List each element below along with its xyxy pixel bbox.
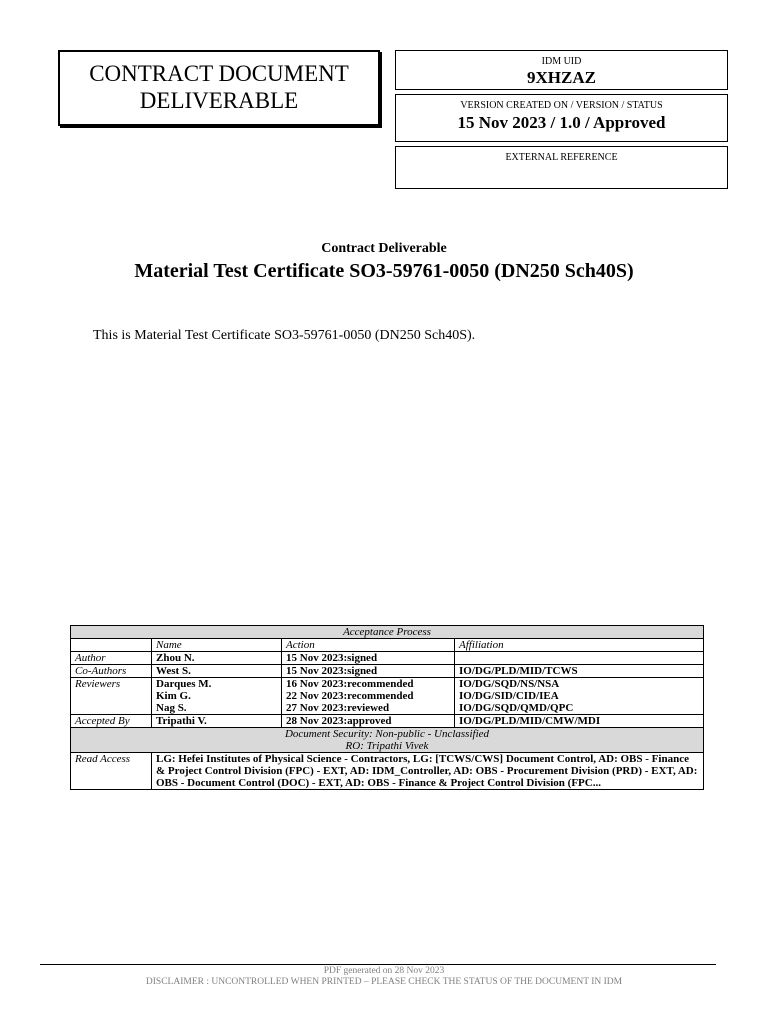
- author-action: 15 Nov 2023:signed: [282, 652, 455, 665]
- reviewer-name: Kim G.: [156, 690, 191, 702]
- version-value: 15 Nov 2023 / 1.0 / Approved: [457, 113, 666, 132]
- empty-cell: [71, 639, 152, 652]
- reviewer-actions: [282, 678, 455, 715]
- role-reviewers: Reviewers: [71, 678, 152, 715]
- table-row-security: [71, 728, 704, 753]
- reviewer-name: Darques M.: [156, 678, 212, 690]
- reviewer-action: 16 Nov 2023:recommended: [286, 678, 414, 690]
- role-coauthors: Co-Authors: [71, 665, 152, 678]
- footer: [0, 966, 768, 988]
- table-column-row: [71, 639, 704, 652]
- acceptance-heading: Acceptance Process: [71, 626, 704, 639]
- pdf-generated-date: PDF generated on 28 Nov 2023: [323, 966, 445, 976]
- table-header-row: [71, 626, 704, 639]
- document-security: Document Security: Non-public - Unclassified: [284, 728, 490, 740]
- column-action: Action: [282, 639, 455, 652]
- read-access-value: LG: Hefei Institutes of Physical Science - Contractors, LG: [TCWS/CWS] Document Control, AD: OBS - Finance & Project Control Division (FPC) - EXT, AD: IDM_Controller, AD: OBS - Procurement Division (PRD) - EXT, AD: OBS - Document Control (DOC) - EXT, AD: OBS - Finance & Project Control Division (FPC...: [152, 753, 704, 790]
- reviewer-affiliations: [455, 678, 704, 715]
- table-row-reviewers: [71, 678, 704, 715]
- version-label: VERSION CREATED ON / VERSION / STATUS: [460, 100, 663, 111]
- responsible-officer: RO: Tripathi Vivek: [345, 740, 429, 752]
- accepted-by-action: 28 Nov 2023:approved: [282, 715, 455, 728]
- idm-uid-label: IDM UID: [541, 56, 582, 67]
- reviewer-affiliation: IO/DG/SQD/NS/NSA: [459, 678, 560, 690]
- idm-uid-value: 9XHZAZ: [527, 68, 596, 87]
- document-description: This is Material Test Certificate SO3-59761-0050 (DN250 Sch40S).: [93, 328, 476, 343]
- document-type-box: [58, 50, 380, 126]
- role-accepted-by: Accepted By: [71, 715, 152, 728]
- column-affiliation: Affiliation: [455, 639, 704, 652]
- coauthor-affiliation: IO/DG/PLD/MID/TCWS: [455, 665, 704, 678]
- coauthor-action: 15 Nov 2023:signed: [282, 665, 455, 678]
- document-type-line-2: DELIVERABLE: [139, 88, 299, 113]
- accepted-by-name: Tripathi V.: [152, 715, 282, 728]
- reviewer-affiliation: IO/DG/SQD/QMD/QPC: [459, 702, 574, 714]
- column-name: Name: [152, 639, 282, 652]
- table-row-read-access: [71, 753, 704, 790]
- reviewer-names: [152, 678, 282, 715]
- author-name: Zhou N.: [152, 652, 282, 665]
- document-title: Material Test Certificate SO3-59761-0050 (DN250 Sch40S): [134, 260, 634, 282]
- reviewer-action: 22 Nov 2023:recommended: [286, 690, 414, 702]
- table-row-coauthors: [71, 665, 704, 678]
- external-reference-label: EXTERNAL REFERENCE: [505, 152, 618, 163]
- table-row-accepted-by: [71, 715, 704, 728]
- disclaimer: DISCLAIMER : UNCONTROLLED WHEN PRINTED – PLEASE CHECK THE STATUS OF THE DOCUMENT IN IDM: [145, 977, 623, 987]
- coauthor-name: West S.: [152, 665, 282, 678]
- author-affiliation: [455, 652, 704, 665]
- footer-divider: [40, 964, 716, 965]
- read-access-label: Read Access: [71, 753, 152, 790]
- version-box: [395, 94, 728, 142]
- security-cell: [71, 728, 704, 753]
- document-subtitle: Contract Deliverable: [321, 241, 447, 256]
- reviewer-affiliation: IO/DG/SID/CID/IEA: [459, 690, 559, 702]
- reviewer-name: Nag S.: [156, 702, 187, 714]
- document-type-line-1: CONTRACT DOCUMENT: [89, 61, 349, 86]
- accepted-by-affiliation: IO/DG/PLD/MID/CMW/MDI: [455, 715, 704, 728]
- table-row-author: [71, 652, 704, 665]
- external-reference-box: [395, 146, 728, 189]
- idm-uid-box: [395, 50, 728, 90]
- acceptance-process-table: [70, 625, 704, 790]
- role-author: Author: [71, 652, 152, 665]
- reviewer-action: 27 Nov 2023:reviewed: [286, 702, 390, 714]
